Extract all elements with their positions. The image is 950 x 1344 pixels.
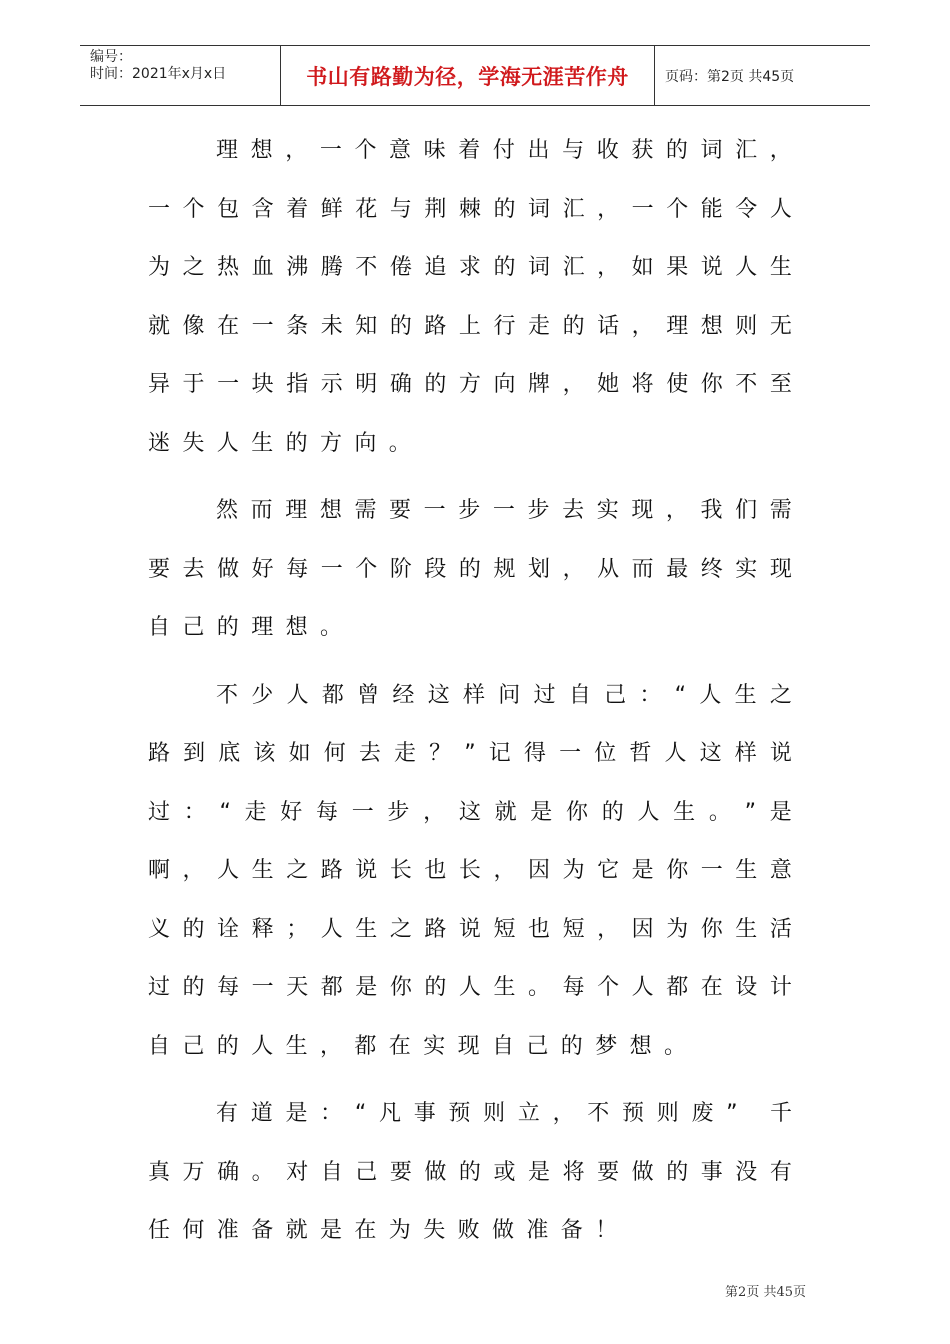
- document-body: [148, 122, 792, 1261]
- paragraph: [148, 482, 792, 658]
- paragraph-line: 异 于 一 块 指 示 明 确 的 方 向 牌 ， 她 将 使 你 不 至: [148, 372, 792, 397]
- header-page-info: 页码：第2页 共45页: [665, 68, 795, 85]
- page-footer: 第2页 共45页: [725, 1285, 806, 1300]
- time-label: 时间：2021年x月x日: [90, 66, 227, 82]
- paragraph-line: 自己的人生，都在实现自己的梦想。: [148, 1033, 699, 1059]
- paragraph-line: 有 道 是 ： “ 凡 事 预 则 立 ， 不 预 则 废 ” 千: [216, 1101, 792, 1126]
- paragraph: [148, 667, 792, 1077]
- paragraph-line: 任何准备就是在为失败做准备！: [148, 1218, 630, 1243]
- header-motto: 书山有路勤为径，学海无涯苦作舟: [281, 46, 655, 105]
- paragraph: [148, 122, 792, 473]
- paragraph-line: 真 万 确 。 对 自 己 要 做 的 或 是 将 要 做 的 事 没 有: [148, 1159, 792, 1185]
- paragraph-line: 迷失人生的方向。: [148, 430, 424, 456]
- paragraph-line: 啊 ， 人 生 之 路 说 长 也 长 ， 因 为 它 是 你 一 生 意: [148, 858, 792, 883]
- number-label: 编号：: [90, 49, 132, 65]
- paragraph-line: 然 而 理 想 需 要 一 步 一 步 去 实 现 ， 我 们 需: [216, 498, 792, 523]
- paragraph-line: 理 想 ， 一 个 意 味 着 付 出 与 收 获 的 词 汇 ，: [216, 138, 792, 163]
- paragraph-line: 过 ： “ 走 好 每 一 步 ， 这 就 是 你 的 人 生 。 ” 是: [148, 799, 792, 825]
- paragraph-line: 自己的理想。: [148, 615, 355, 640]
- paragraph-line: 路 到 底 该 如 何 去 走 ？ ” 记 得 一 位 哲 人 这 样 说: [148, 741, 792, 766]
- header-meta: [80, 46, 281, 105]
- paragraph-line: 一 个 包 含 着 鲜 花 与 荆 棘 的 词 汇 ， 一 个 能 令 人: [148, 196, 792, 222]
- document-header: [80, 45, 870, 106]
- paragraph-line: 为 之 热 血 沸 腾 不 倦 追 求 的 词 汇 ， 如 果 说 人 生: [148, 255, 792, 280]
- paragraph-line: 过 的 每 一 天 都 是 你 的 人 生 。 每 个 人 都 在 设 计: [148, 975, 792, 1000]
- paragraph-line: 就 像 在 一 条 未 知 的 路 上 行 走 的 话 ， 理 想 则 无: [148, 313, 792, 339]
- paragraph: [148, 1085, 792, 1261]
- paragraph-line: 不 少 人 都 曾 经 这 样 问 过 自 己 ： “ 人 生 之: [216, 682, 792, 708]
- paragraph-line: 义 的 诠 释 ； 人 生 之 路 说 短 也 短 ， 因 为 你 生 活: [148, 916, 792, 942]
- paragraph-line: 要 去 做 好 每 一 个 阶 段 的 规 划 ， 从 而 最 终 实 现: [148, 556, 792, 582]
